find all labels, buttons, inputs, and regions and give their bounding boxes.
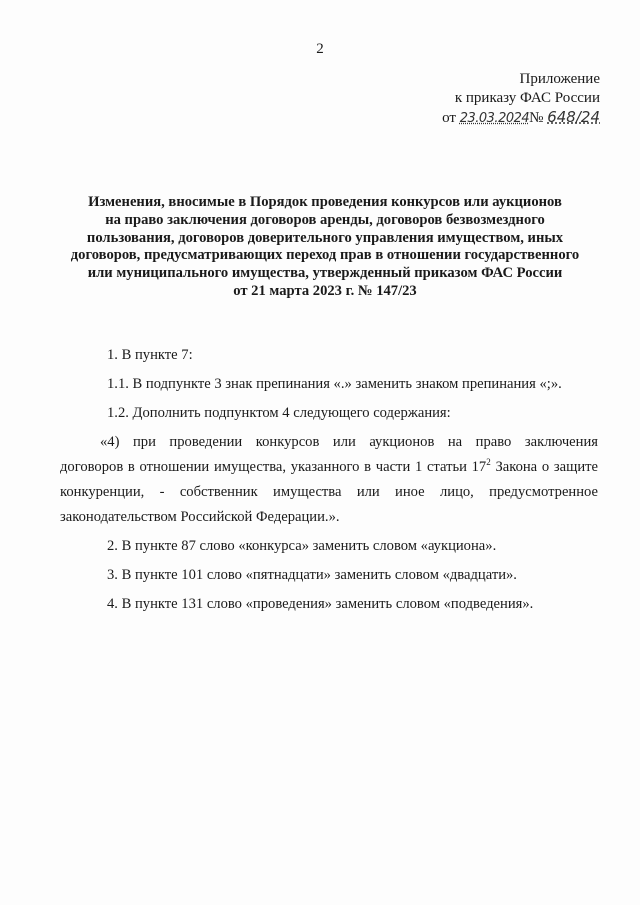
superscript: 2	[486, 457, 491, 468]
paragraph-item-1: 1. В пункте 7:	[107, 347, 193, 363]
appendix-date-number	[400, 108, 600, 128]
document-body	[60, 343, 598, 617]
title-line: Изменения, вносимые в Порядок проведения конкурсов или аукционов	[88, 194, 562, 210]
handwritten-date: 23.03.2024	[459, 111, 530, 126]
subitem-4-line-text: Закона о защите	[490, 459, 599, 475]
title-line: от 21 марта 2023 г. № 147/23	[233, 282, 417, 299]
page-number: 2	[316, 41, 324, 57]
title-line: пользования, договоров доверительного управления имуществом, иных	[86, 229, 564, 246]
date-prefix: от	[442, 110, 456, 126]
subitem-4-line: конкуренции, - собственник имущества или иное лицо, предусмотренное	[60, 484, 598, 500]
document-title	[60, 194, 590, 301]
appendix-header	[400, 70, 600, 128]
subitem-4-line	[60, 455, 598, 480]
title-line: договоров, предусматривающих переход прав в отношении государственного	[70, 247, 580, 264]
paragraph-item-1-2: 1.2. Дополнить подпунктом 4 следующего содержания:	[107, 405, 451, 421]
paragraph-item-1-1: 1.1. В подпункте 3 знак препинания «.» заменить знаком препинания «;».	[107, 376, 562, 392]
number-prefix: №	[529, 110, 544, 126]
subitem-4-line-text: договоров в отношении имущества, указанного в части 1 статьи 17	[60, 459, 487, 475]
title-line: или муниципального имущества, утвержденный приказом ФАС России	[87, 265, 563, 282]
title-line: на право заключения договоров аренды, договоров безвозмездного	[105, 211, 545, 228]
subitem-4-line: «4) при проведении конкурсов или аукционов на право заключения	[100, 434, 598, 450]
paragraph-subitem-4	[60, 430, 598, 530]
handwritten-number: 648/24	[547, 108, 600, 126]
appendix-order-ref: к приказу ФАС России	[454, 90, 600, 106]
paragraph-item-4: 4. В пункте 131 слово «проведения» заменить словом «подведения».	[107, 596, 534, 612]
subitem-4-line: законодательством Российской Федерации.».	[60, 509, 340, 525]
appendix-label: Приложение	[519, 71, 600, 87]
paragraph-item-2: 2. В пункте 87 слово «конкурса» заменить словом «аукциона».	[107, 538, 497, 554]
paragraph-item-3: 3. В пункте 101 слово «пятнадцати» заменить словом «двадцати».	[107, 567, 517, 583]
